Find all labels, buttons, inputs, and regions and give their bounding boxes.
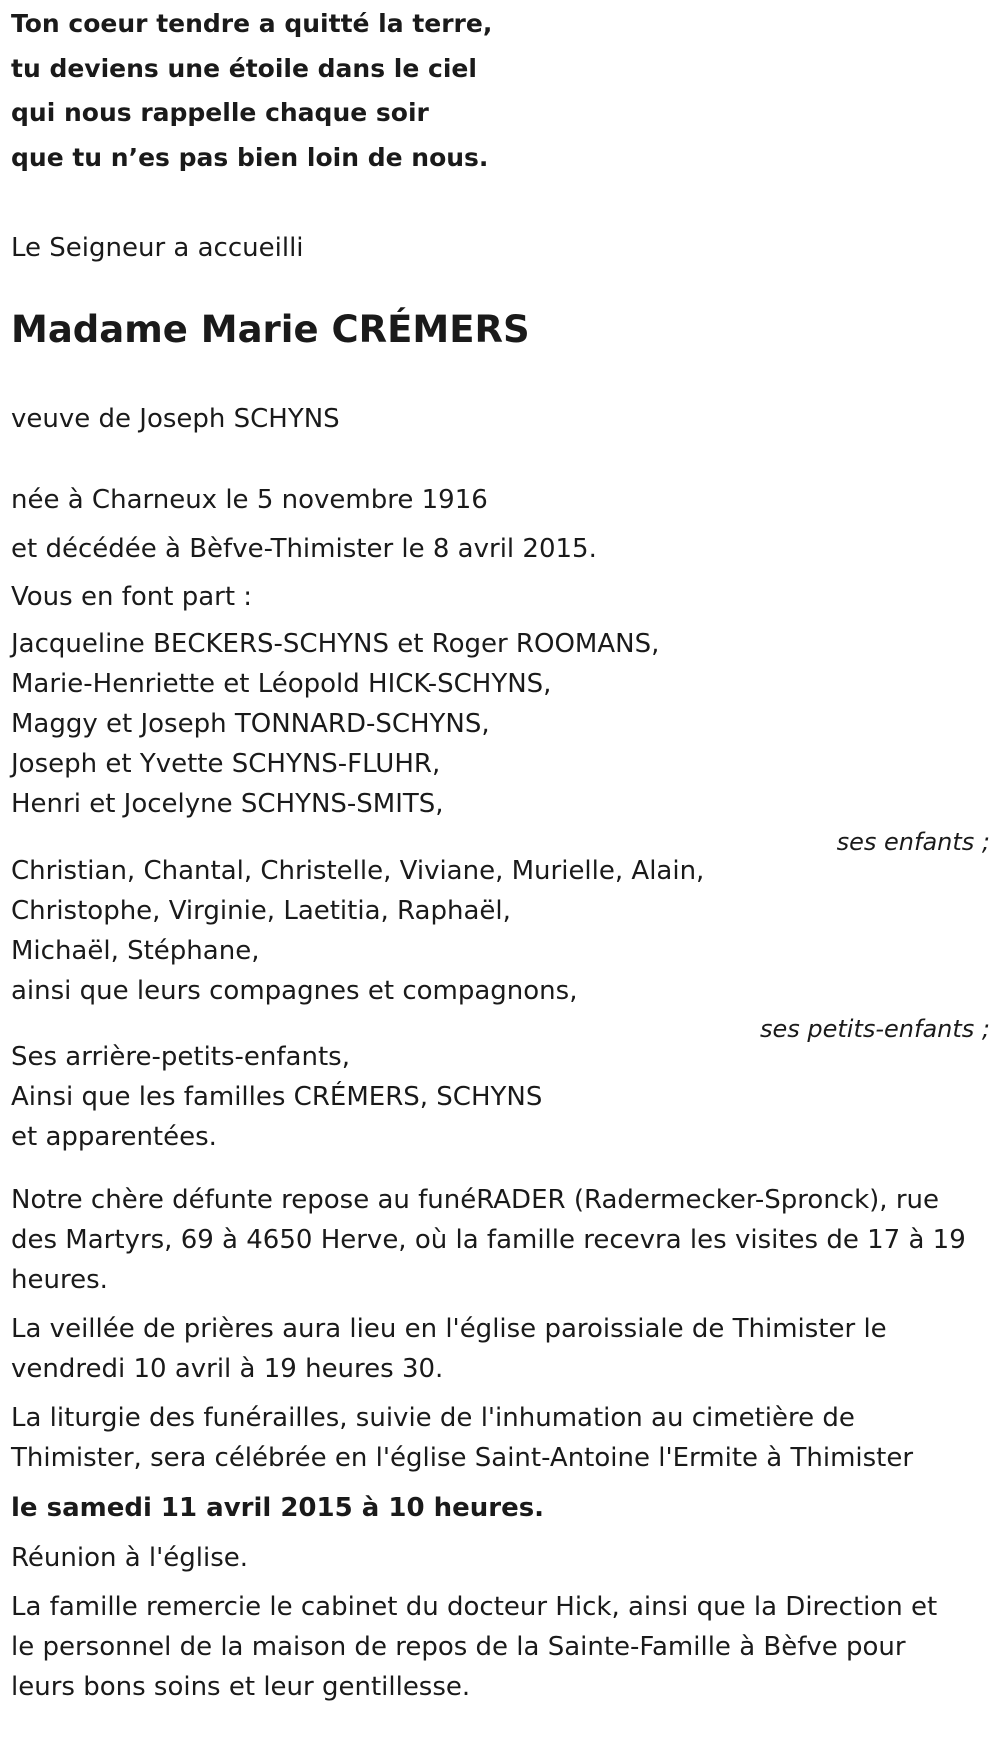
list-item: Henri et Jocelyne SCHYNS-SMITS,	[11, 789, 444, 819]
family-list	[11, 1037, 542, 1157]
intro-text: Le Seigneur a accueilli	[11, 233, 304, 263]
grandchildren-role: ses petits-enfants ;	[759, 1015, 990, 1043]
meeting-text: Réunion à l'église.	[11, 1543, 249, 1573]
grandchildren-list	[11, 851, 991, 1047]
list-item: ainsi que leurs compagnes et compagnons,	[11, 976, 578, 1006]
poem-line: tu deviens une étoile dans le ciel	[11, 53, 477, 83]
birth-info: née à Charneux le 5 novembre 1916	[11, 485, 488, 515]
list-item: Maggy et Joseph TONNARD-SCHYNS,	[11, 709, 490, 739]
children-role: ses enfants ;	[836, 828, 990, 856]
poem-line: qui nous rappelle chaque soir	[11, 98, 429, 127]
paragraph-line: leurs bons soins et leur gentillesse.	[11, 1672, 471, 1702]
announce-text: Vous en font part :	[11, 582, 253, 612]
poem	[11, 0, 492, 182]
list-item: Michaël, Stéphane,	[11, 936, 260, 966]
death-info: et décédée à Bèfve-Thimister le 8 avril 2015.	[11, 534, 597, 564]
paragraph-line: le personnel de la maison de repos de la Sainte-Famille à Bèfve pour	[11, 1632, 906, 1662]
paragraph-line: vendredi 10 avril à 19 heures 30.	[11, 1354, 444, 1384]
paragraph-line: La famille remercie le cabinet du docteur Hick, ainsi que la Direction et	[11, 1592, 938, 1622]
vigil-paragraph	[11, 1309, 887, 1389]
poem-line: Ton coeur tendre a quitté la terre,	[11, 9, 493, 38]
paragraph-line: des Martyrs, 69 à 4650 Herve, où la famille recevra les visites de 17 à 19	[11, 1225, 966, 1255]
paragraph-line: La liturgie des funérailles, suivie de l'inhumation au cimetière de	[11, 1403, 855, 1433]
paragraph-line: Thimister, sera célébrée en l'église Saint-Antoine l'Ermite à Thimister	[11, 1443, 914, 1473]
poem-line: que tu n’es pas bien loin de nous.	[11, 142, 489, 172]
list-item: et apparentées.	[11, 1122, 217, 1152]
paragraph-line: Notre chère défunte repose au funéRADER (Radermecker-Spronck), rue	[11, 1185, 939, 1215]
list-item: Ainsi que les familles CRÉMERS, SCHYNS	[11, 1082, 543, 1112]
paragraph-line: heures.	[11, 1265, 108, 1295]
list-item: Jacqueline BECKERS-SCHYNS et Roger ROOMANS,	[11, 629, 660, 659]
list-item: Christophe, Virginie, Laetitia, Raphaël,	[11, 896, 511, 926]
list-item: Ses arrière-petits-enfants,	[11, 1042, 350, 1072]
funeral-date: le samedi 11 avril 2015 à 10 heures.	[11, 1493, 545, 1523]
thanks-paragraph	[11, 1587, 937, 1707]
visits-paragraph	[11, 1180, 966, 1300]
paragraph-line: La veillée de prières aura lieu en l'église paroissiale de Thimister le	[11, 1314, 887, 1344]
widow-of: veuve de Joseph SCHYNS	[11, 404, 340, 434]
list-item: Joseph et Yvette SCHYNS-FLUHR,	[11, 749, 441, 779]
list-item: Marie-Henriette et Léopold HICK-SCHYNS,	[11, 669, 552, 699]
deceased-name: Madame Marie CRÉMERS	[11, 308, 530, 351]
liturgy-paragraph	[11, 1398, 913, 1478]
list-item: Christian, Chantal, Christelle, Viviane, Murielle, Alain,	[11, 856, 705, 886]
children-list	[11, 624, 991, 860]
